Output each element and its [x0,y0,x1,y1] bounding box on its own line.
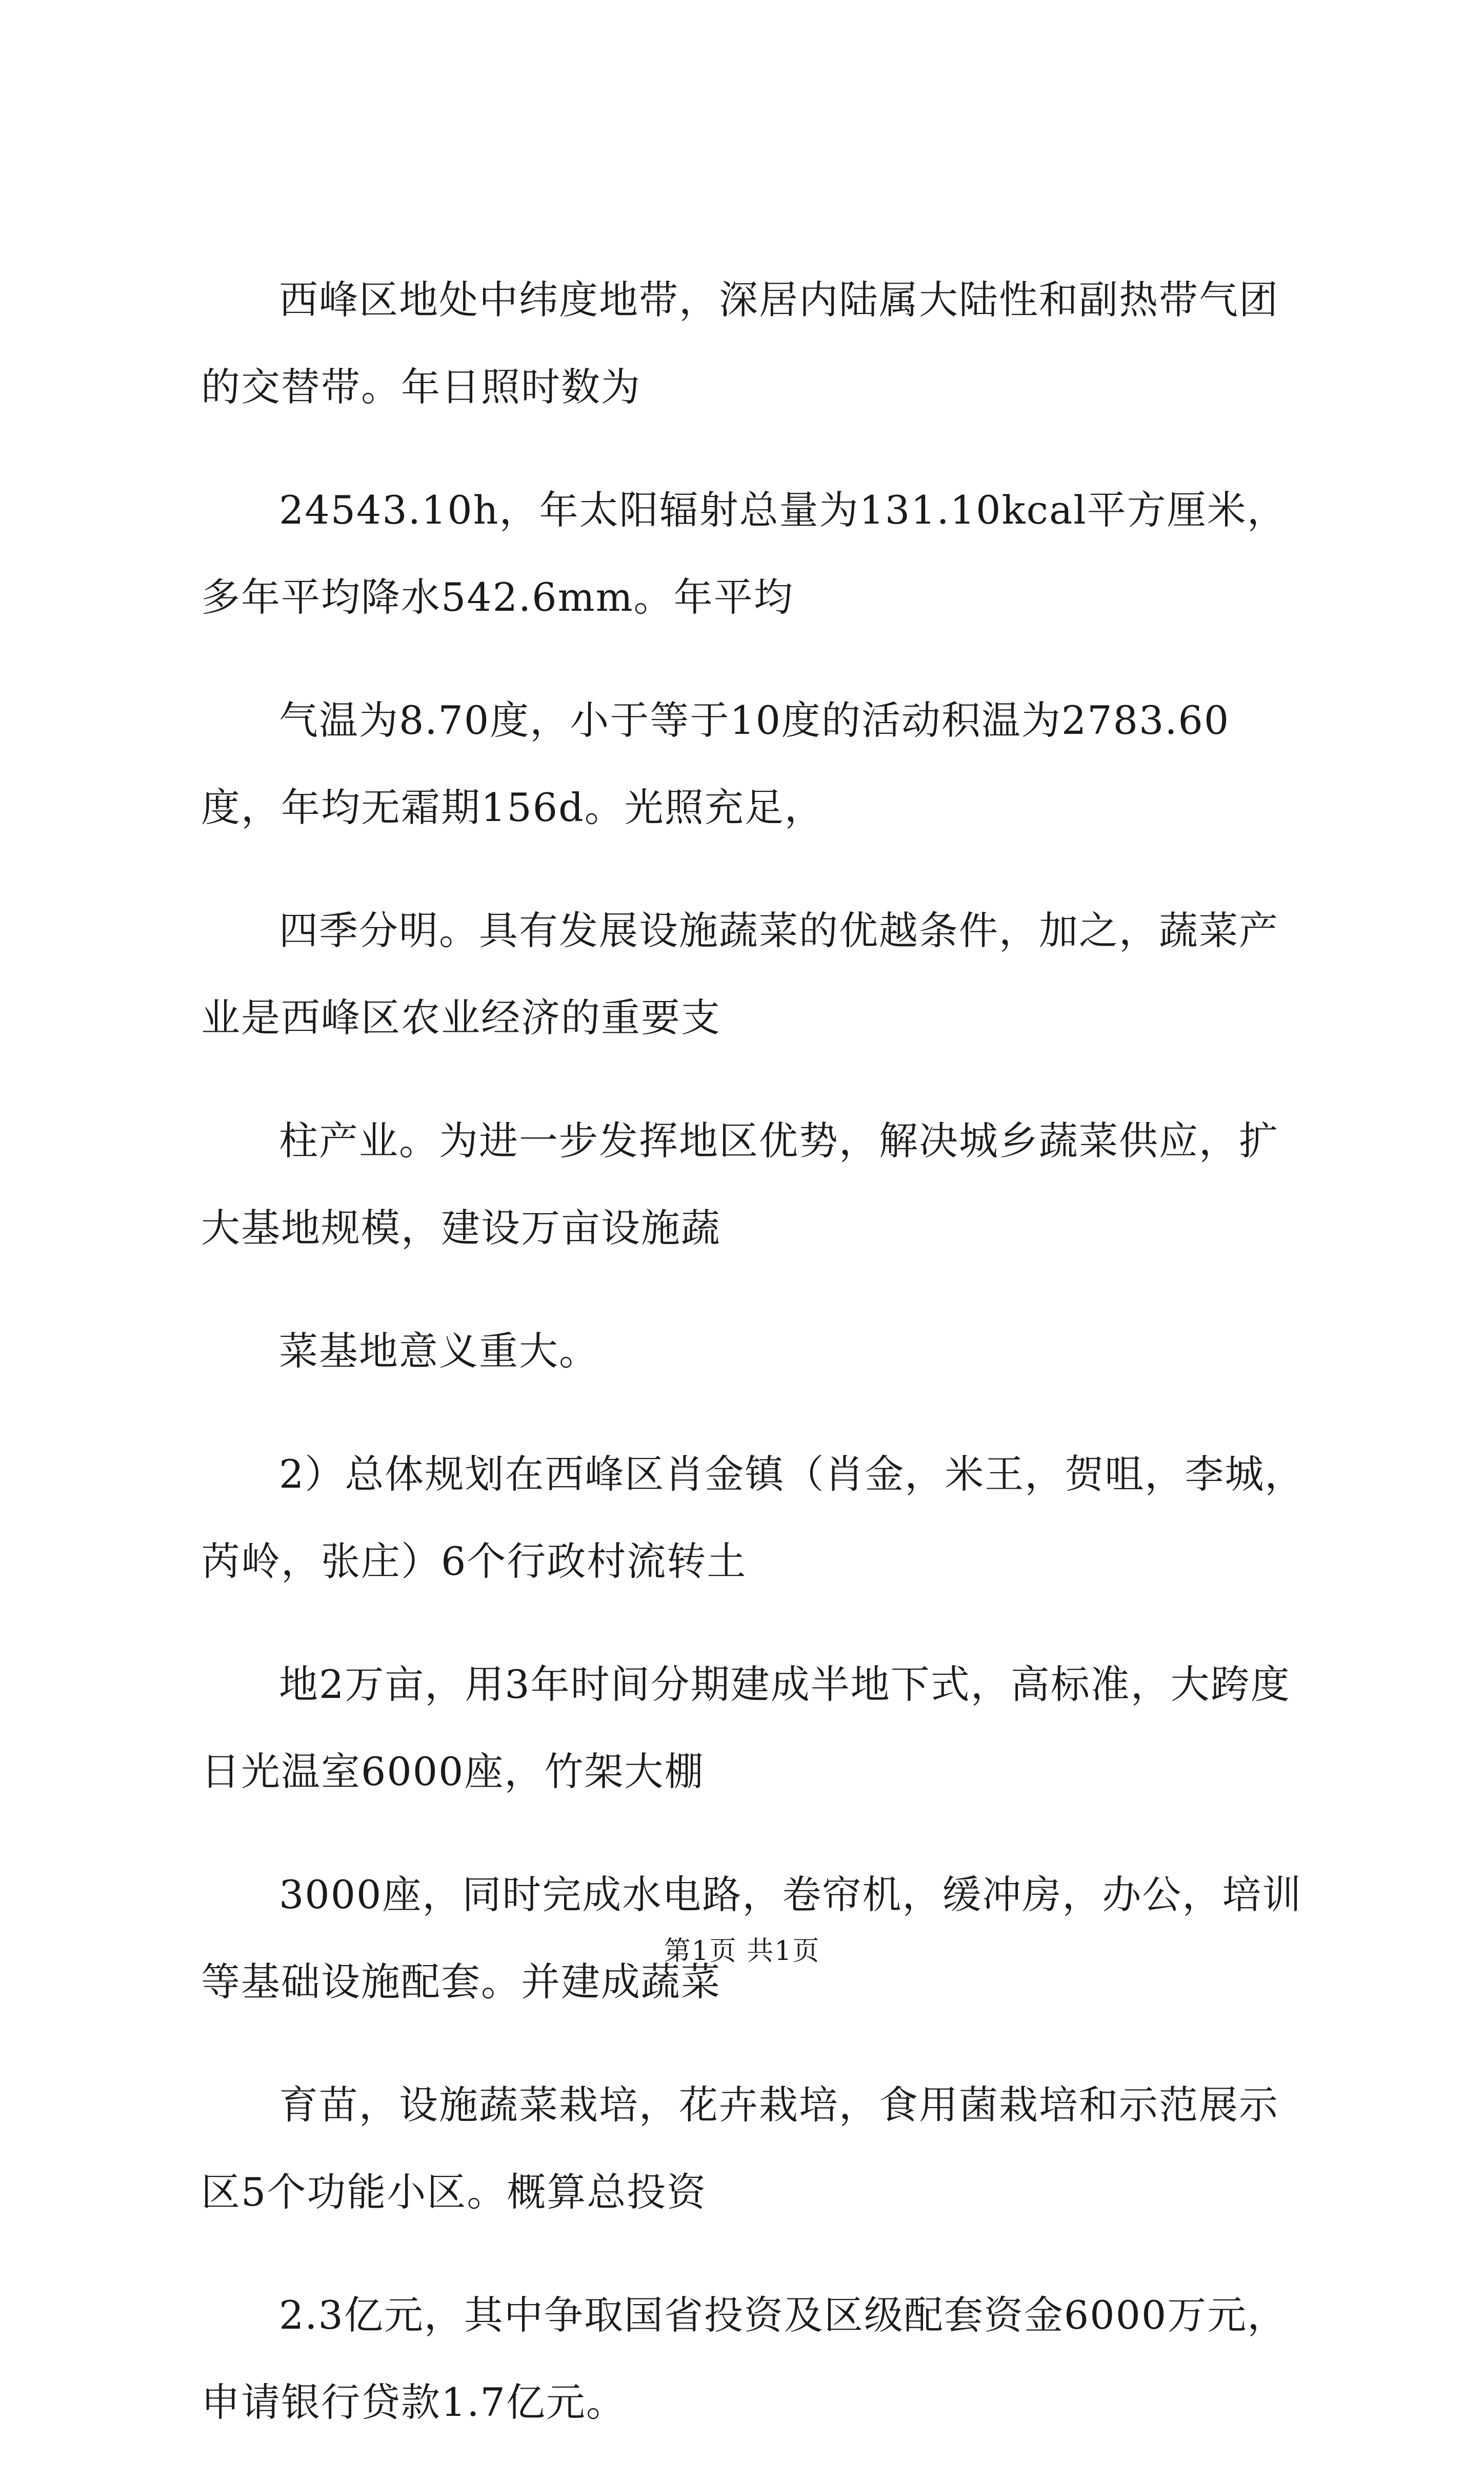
paragraph: 四季分明。具有发展设施蔬菜的优越条件，加之，蔬菜产业是西峰区农业经济的重要支 [201,908,1279,1040]
paragraph: 育苗，设施蔬菜栽培，花卉栽培，食用菌栽培和示范展示区5个功能小区。概算总投资 [201,2082,1279,2215]
paragraph: 柱产业。为进一步发挥地区优势，解决城乡蔬菜供应，扩大基地规模，建设万亩设施蔬 [201,1118,1279,1251]
paragraph: 地2万亩，用3年时间分期建成半地下式，高标准，大跨度日光温室6000座，竹架大棚 [201,1662,1291,1794]
paragraph: 24543.10h，年太阳辐射总量为131.10kcal平方厘米，多年平均降水542.6mm。年平均 [201,487,1287,620]
paragraph: 2.3亿元，其中争取国省投资及区级配套资金6000万元，申请银行贷款1.7亿元。 [201,2292,1288,2425]
paragraph: 2）总体规划在西峰区肖金镇（肖金，米王，贺咀，李城，芮岭，张庄）6个行政村流转土 [201,1451,1305,1584]
paragraph: 气温为8.70度，小于等于10度的活动积温为2783.60度，年均无霜期156d。光照充足， [201,697,1230,830]
paragraph: 3000座，同时完成水电路，卷帘机，缓冲房，办公，培训等基础设施配套。并建成蔬菜 [201,1872,1302,2005]
paragraph: 菜基地意义重大。 [279,1328,599,1374]
document-body [201,256,1309,2482]
paragraph: 西峰区地处中纬度地带，深居内陆属大陆性和副热带气团的交替带。年日照时数为 [201,277,1279,410]
page-number-footer: 第1页 共1页 [664,1936,820,1967]
